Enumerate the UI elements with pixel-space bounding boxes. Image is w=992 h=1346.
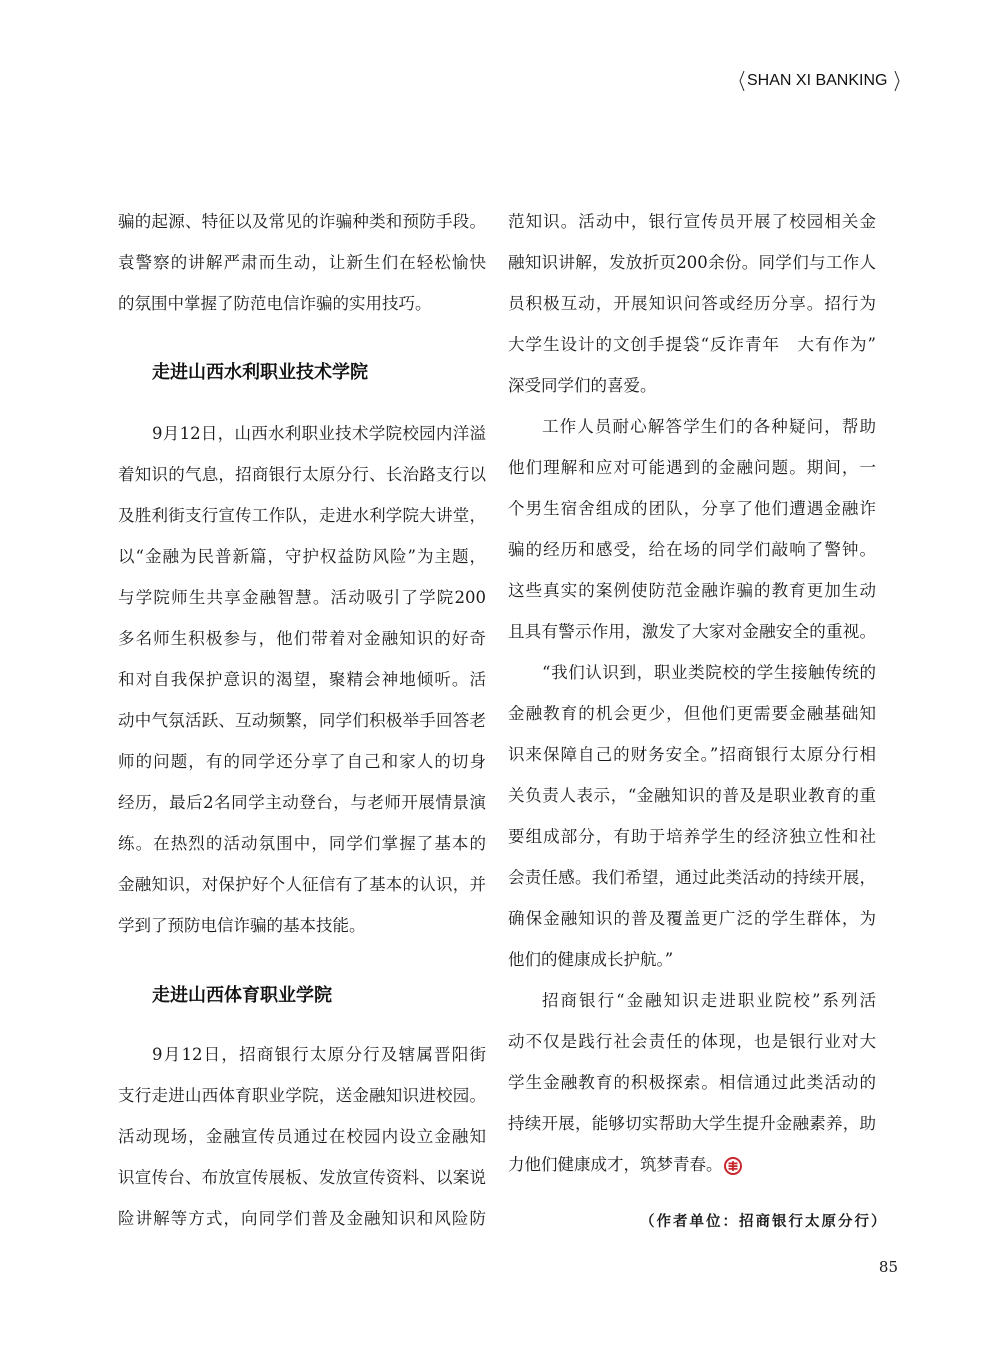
text-line: 的氛围中掌握了防范电信诈骗的实用技巧。 — [118, 294, 432, 313]
text-line: 及胜利街支行宣传工作队，走进水利学院大讲堂， — [118, 506, 486, 525]
text-line: 9月12日，山西水利职业技术学院校园内洋溢 — [152, 424, 486, 443]
text-line: 学生金融教育的积极探索。相信通过此类活动的 — [508, 1073, 876, 1092]
text-line: 确保金融知识的普及覆盖更广泛的学生群体，为 — [508, 909, 876, 928]
journal-seal-icon — [724, 1157, 742, 1175]
text-line: 多名师生积极参与，他们带着对金融知识的好奇 — [118, 629, 486, 648]
text-line: 袁警察的讲解严肃而生动，让新生们在轻松愉快 — [118, 253, 486, 272]
text-line: 活动现场，金融宣传员通过在校园内设立金融知 — [118, 1127, 486, 1146]
text-line: 个男生宿舍组成的团队，分享了他们遭遇金融诈 — [508, 499, 876, 518]
text-line: 要组成部分，有助于培养学生的经济独立性和社 — [508, 827, 876, 846]
text-line: 着知识的气息，招商银行太原分行、长治路支行以 — [118, 465, 486, 484]
text-line: 深受同学们的喜爱。 — [508, 376, 657, 395]
text-line: 金融教育的机会更少，但他们更需要金融基础知 — [508, 704, 876, 723]
text-line: 动不仅是践行社会责任的体现，也是银行业对大 — [508, 1032, 876, 1051]
section-heading: 走进山西体育职业学院 — [152, 985, 332, 1006]
text-line: 力他们健康成才，筑梦青春。 — [508, 1155, 723, 1174]
page-number: 85 — [878, 1258, 898, 1276]
text-line: 范知识。活动中，银行宣传员开展了校园相关金 — [508, 212, 876, 231]
text-line: 员积极互动，开展知识问答或经历分享。招行为 — [508, 294, 876, 313]
text-line: 融知识讲解，发放折页200余份。同学们与工作人 — [508, 253, 876, 272]
text-line: 支行走进山西体育职业学院，送金融知识进校园。 — [118, 1086, 486, 1105]
text-line: “我们认识到，职业类院校的学生接触传统的 — [542, 663, 876, 682]
text-line: 大学生设计的文创手提袋“反诈青年 大有作为” — [508, 335, 876, 354]
text-line: 骗的经历和感受，给在场的同学们敲响了警钟。 — [508, 540, 876, 559]
text-line: 险讲解等方式，向同学们普及金融知识和风险防 — [118, 1209, 486, 1228]
text-line: 9月12日，招商银行太原分行及辖属晋阳街 — [152, 1045, 486, 1064]
text-line: 他们的健康成长护航。” — [508, 950, 674, 969]
text-line: 与学院师生共享金融智慧。活动吸引了学院200 — [118, 588, 486, 607]
text-line: 经历，最后2名同学主动登台，与老师开展情景演 — [118, 793, 486, 812]
text-line: 招商银行“金融知识走进职业院校”系列活 — [542, 991, 876, 1010]
section-heading: 走进山西水利职业技术学院 — [152, 362, 368, 383]
author-affiliation: （作者单位：招商银行太原分行） — [640, 1213, 888, 1230]
text-line: 练。在热烈的活动氛围中，同学们掌握了基本的 — [118, 834, 486, 853]
text-line: 会责任感。我们希望，通过此类活动的持续开展， — [508, 868, 876, 887]
text-line: 且具有警示作用，激发了大家对金融安全的重视。 — [508, 622, 876, 641]
text-line: 金融知识，对保护好个人征信有了基本的认识，并 — [118, 875, 486, 894]
text-line: 识来保障自己的财务安全。”招商银行太原分行相 — [508, 745, 876, 764]
text-line: 识宣传台、布放宣传展板、发放宣传资料、以案说 — [118, 1168, 486, 1187]
journal-name: SHAN XI BANKING — [747, 72, 888, 89]
text-line: 师的问题，有的同学还分享了自己和家人的切身 — [118, 752, 486, 771]
journal-header-tag — [739, 70, 901, 92]
text-line: 和对自我保护意识的渴望，聚精会神地倾听。活 — [118, 670, 486, 689]
text-line: 这些真实的案例使防范金融诈骗的教育更加生动 — [508, 581, 876, 600]
text-line: 动中气氛活跃、互动频繁，同学们积极举手回答老 — [118, 711, 486, 730]
text-line: 持续开展，能够切实帮助大学生提升金融素养，助 — [508, 1114, 876, 1133]
text-line: 骗的起源、特征以及常见的诈骗种类和预防手段。 — [118, 212, 486, 231]
text-line: 学到了预防电信诈骗的基本技能。 — [118, 916, 366, 935]
text-line: 关负责人表示，“金融知识的普及是职业教育的重 — [508, 786, 876, 805]
text-line: 他们理解和应对可能遇到的金融问题。期间，一 — [508, 458, 876, 477]
text-line: 工作人员耐心解答学生们的各种疑问，帮助 — [542, 417, 876, 436]
text-line: 以“金融为民普新篇，守护权益防风险”为主题， — [118, 547, 486, 566]
